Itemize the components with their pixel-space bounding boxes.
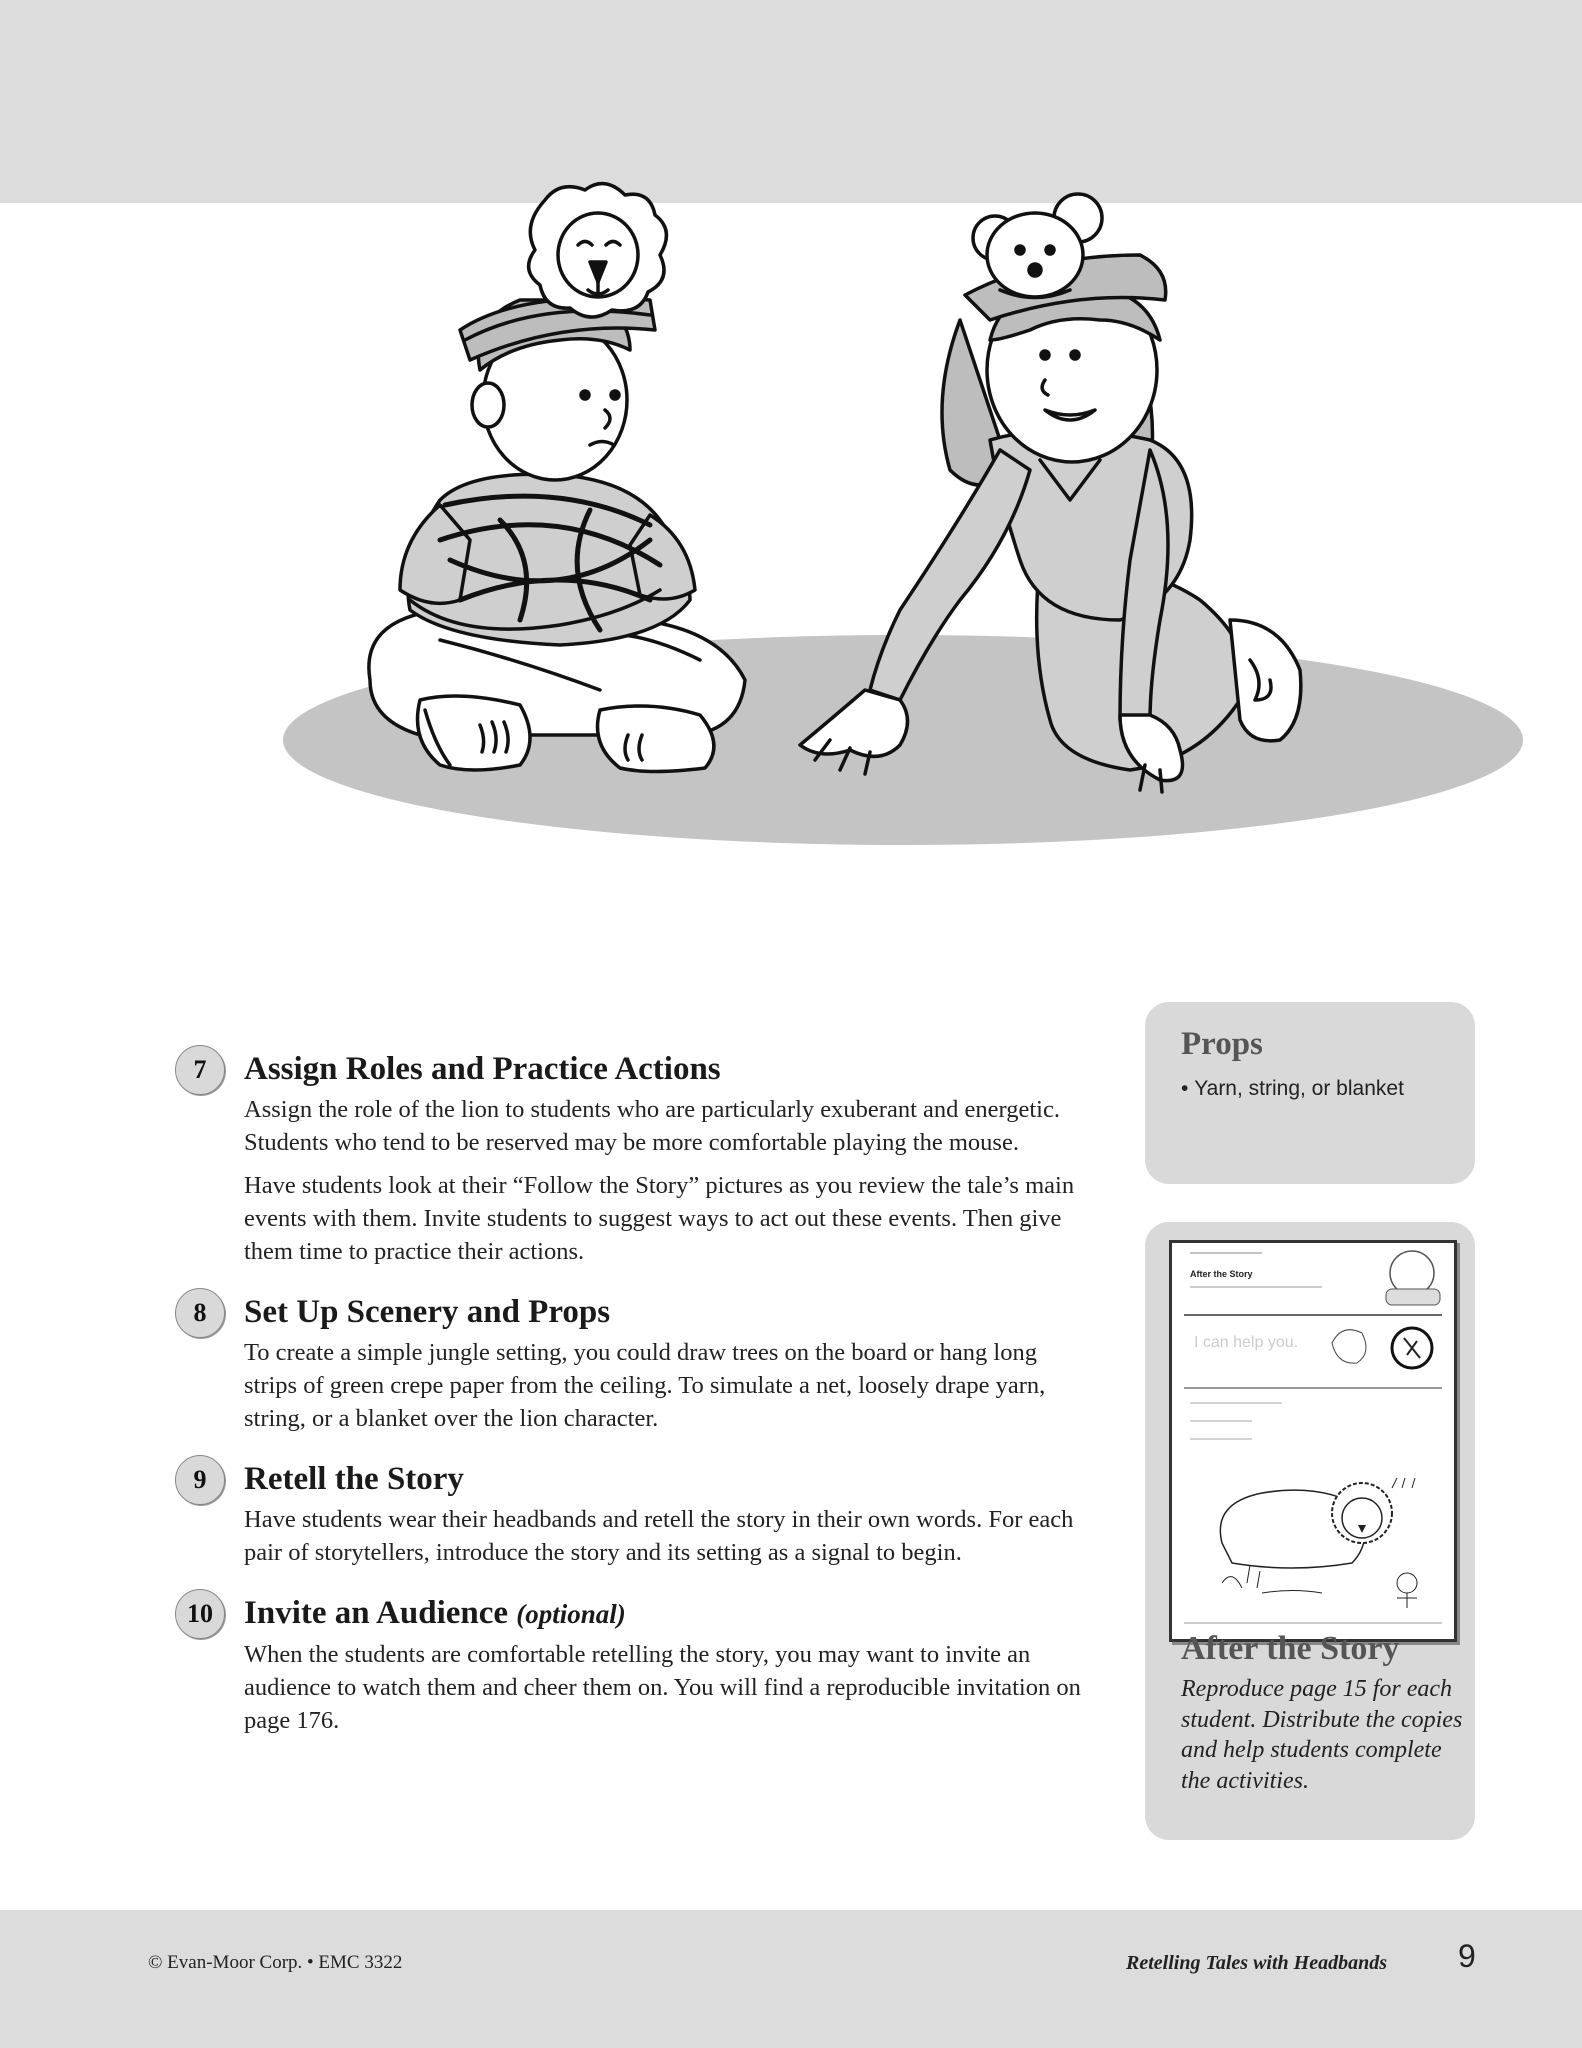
step-paragraph: To create a simple jungle setting, you could draw trees on the board or hang long strips of green crepe paper from the ceiling. To simulate a net, loosely drape yarn, string, or a blanket over the lion character. <box>244 1339 1046 1432</box>
step-title-text: Invite an Audience <box>244 1595 509 1631</box>
after-story-text: Reproduce page 15 for each student. Distribute the copies and help students complete the activities. <box>1181 1676 1463 1794</box>
step-number-badge: 10 <box>175 1589 225 1639</box>
thumbnail-heading: After the Story <box>1190 1269 1253 1279</box>
step-10 <box>170 1589 1090 1737</box>
book-title: Retelling Tales with Headbands <box>1126 1952 1387 1974</box>
girl-figure <box>800 194 1301 792</box>
step-body <box>244 1638 1090 1737</box>
step-9 <box>170 1455 1090 1569</box>
boy-figure <box>369 184 745 772</box>
step-body <box>244 1093 1090 1268</box>
step-title: Assign Roles and Practice Actions <box>244 1051 721 1087</box>
step-paragraph: Have students wear their headbands and retell the story in their own words. For each pair of storytellers, introduce the story and its setting as a signal to begin. <box>244 1506 1074 1566</box>
step-title: Set Up Scenery and Props <box>244 1294 611 1330</box>
step-title: Retell the Story <box>244 1461 464 1497</box>
step-8 <box>170 1288 1090 1435</box>
worksheet-thumbnail-drawing <box>1172 1243 1454 1639</box>
bullet-icon: • <box>1181 1077 1195 1100</box>
step-paragraph: Assign the role of the lion to students who are particularly exuberant and energetic. Students who tend to be reserved may be more comfortable playing the mouse. <box>244 1096 1060 1156</box>
step-body <box>244 1503 1090 1569</box>
page-number: 9 <box>1458 1938 1476 1974</box>
step-7 <box>170 1045 1090 1268</box>
step-number-badge: 9 <box>175 1455 225 1505</box>
step-paragraph: Have students look at their “Follow the Story” pictures as you review the tale’s main events with them. Invite students to suggest ways to act out these events. Then give them time to practice their actions. <box>244 1172 1075 1265</box>
step-number-badge: 7 <box>175 1045 225 1095</box>
props-list <box>1181 1074 1451 1103</box>
after-story-sidebar <box>1145 1222 1475 1840</box>
props-list-item: • Yarn, string, or blanket <box>1181 1077 1404 1100</box>
props-title: Props <box>1181 1026 1263 1062</box>
step-number-badge: 8 <box>175 1288 225 1338</box>
after-story-title: After the Story <box>1181 1630 1400 1667</box>
thumbnail-phrase: I can help you. <box>1194 1334 1299 1351</box>
step-title <box>244 1589 1090 1638</box>
props-sidebar <box>1145 1002 1475 1184</box>
optional-label: (optional) <box>516 1599 626 1629</box>
page-footer <box>0 1910 1582 2048</box>
worksheet-thumbnail <box>1169 1240 1457 1642</box>
step-body <box>244 1336 1090 1435</box>
instruction-steps <box>170 1045 1090 1757</box>
step-paragraph: When the students are comfortable retelling the story, you may want to invite an audience to watch them and cheer them on. You will find a reproducible invitation on page 176. <box>244 1641 1081 1734</box>
children-illustration <box>0 150 1582 860</box>
copyright-text: © Evan-Moor Corp. • EMC 3322 <box>148 1952 403 1973</box>
